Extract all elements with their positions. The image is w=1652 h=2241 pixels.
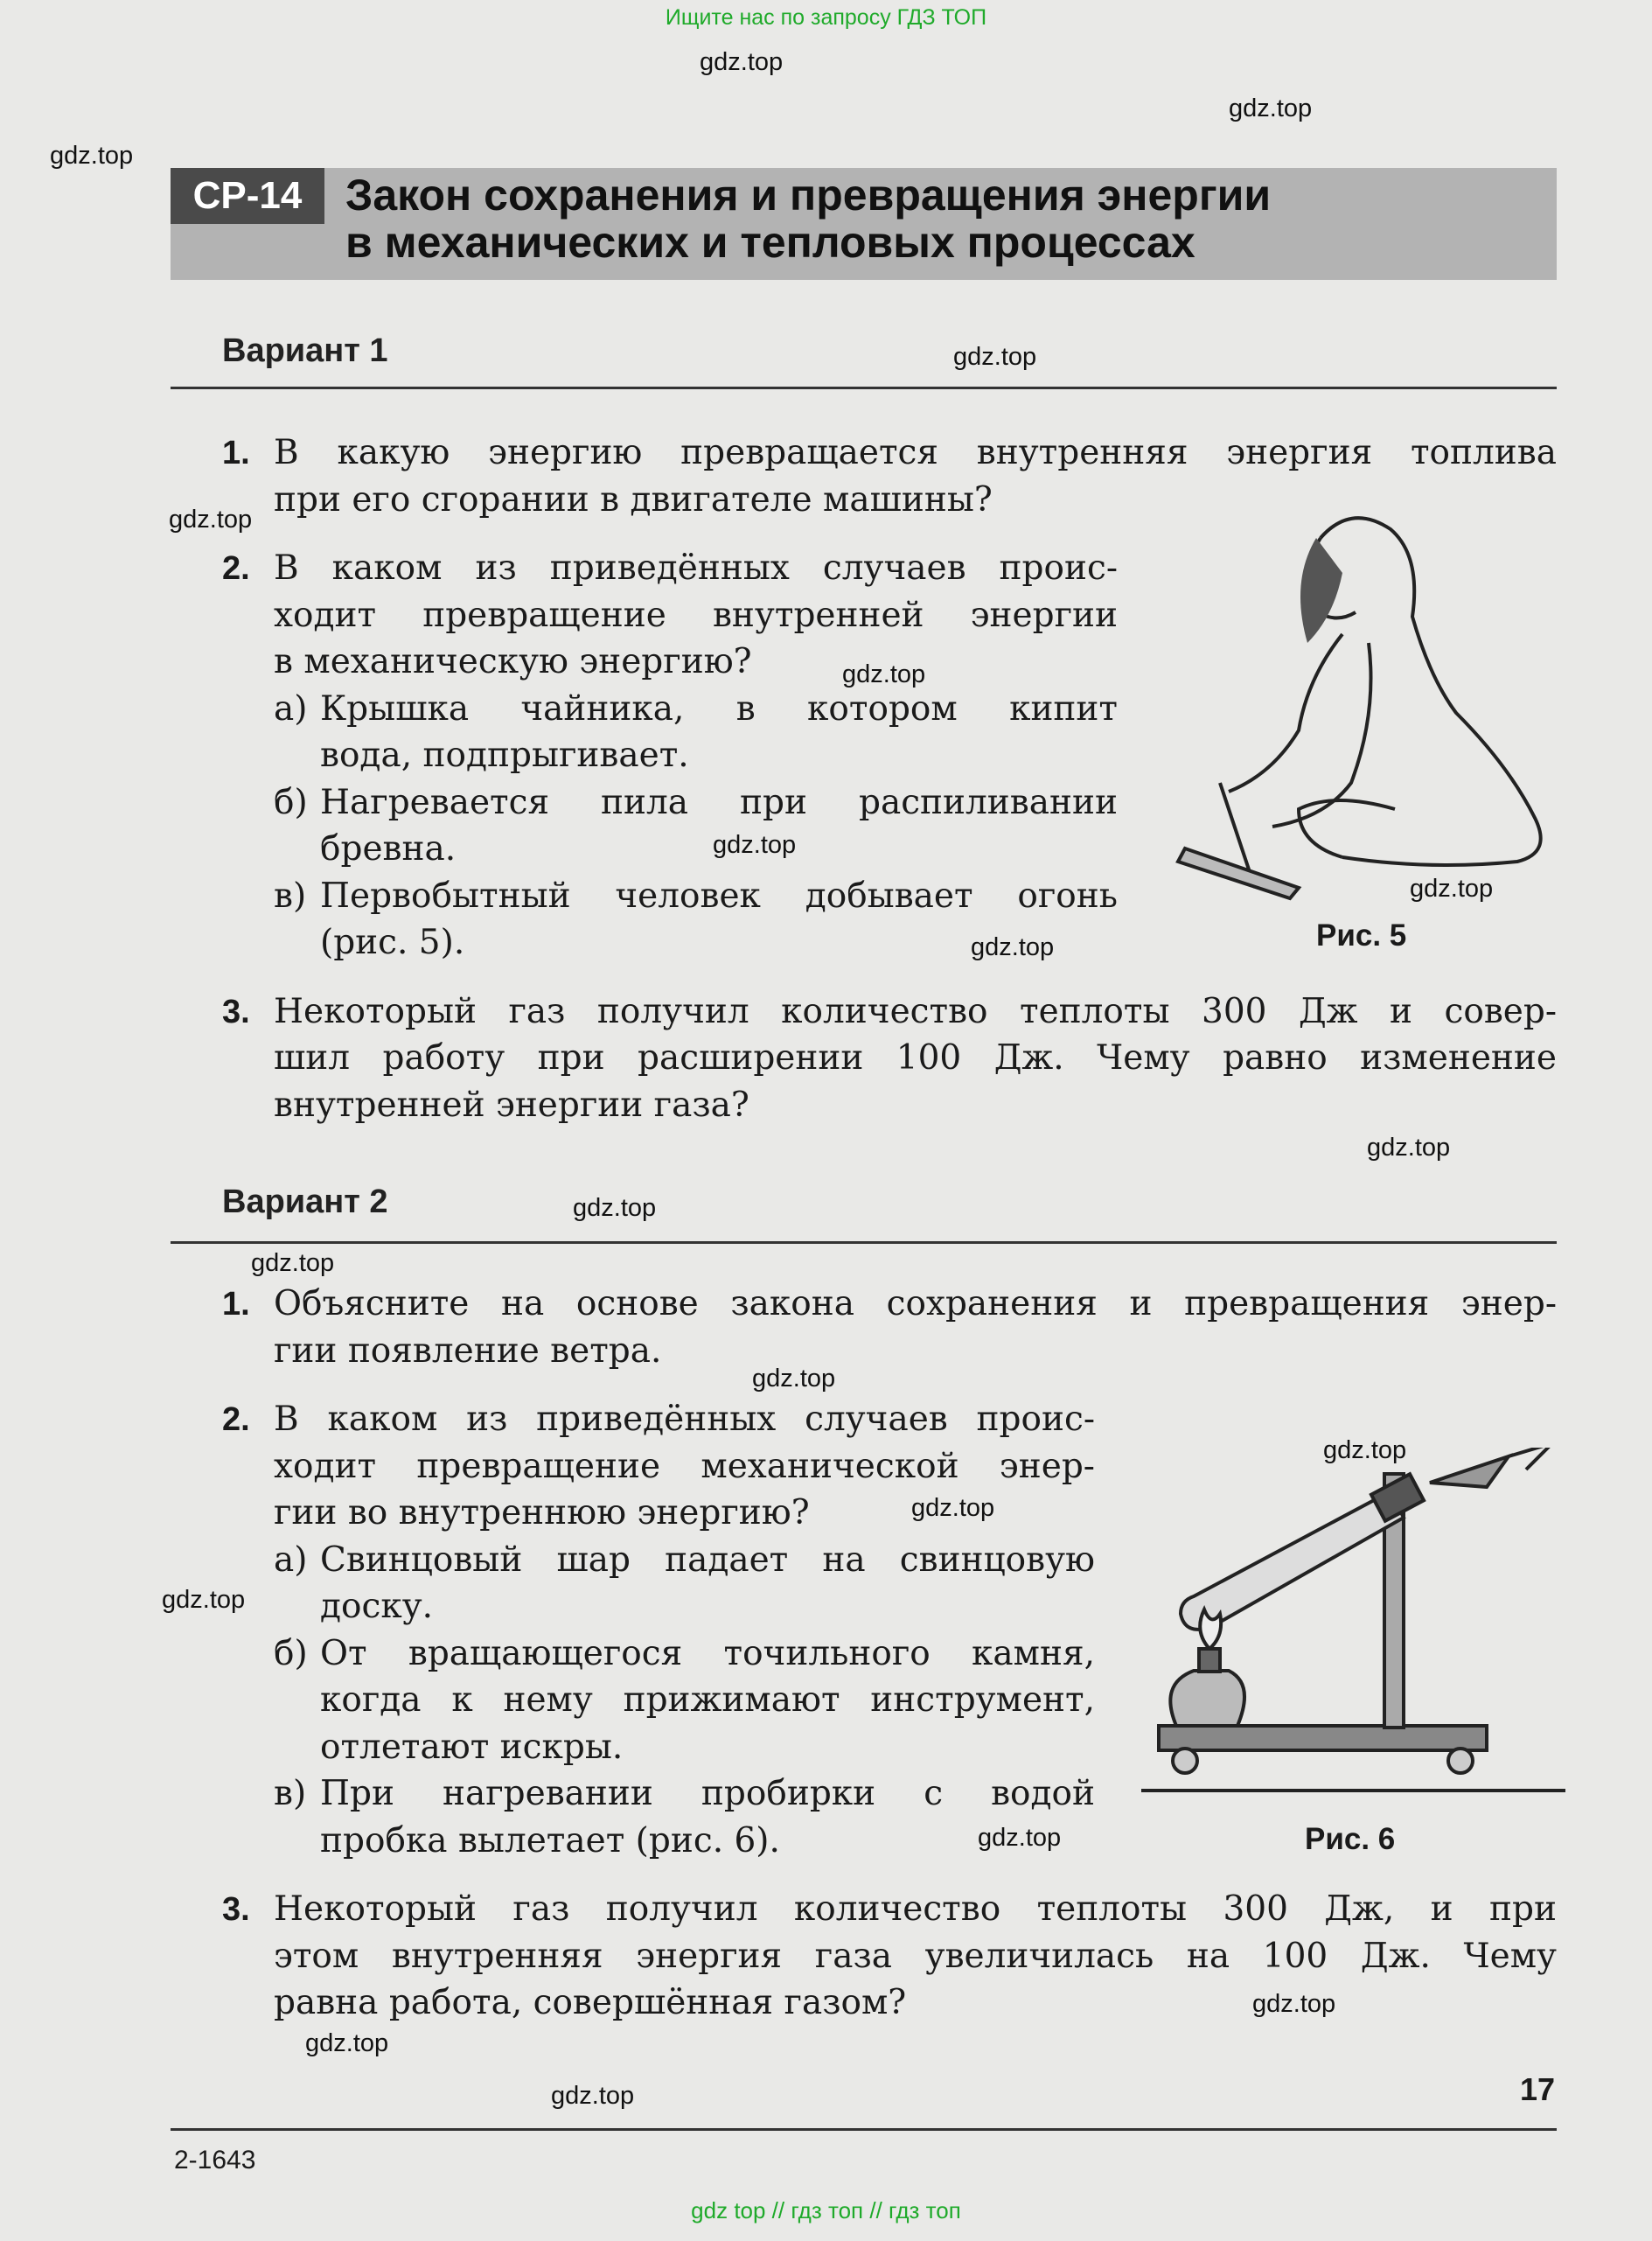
watermark: gdz.top [162, 1586, 246, 1614]
question-number: 1. [222, 1286, 250, 1323]
option-text-line: отлетают искры. [320, 1727, 624, 1767]
watermark: gdz.top [700, 48, 784, 76]
option-label: а) [274, 1539, 308, 1580]
section-title-line2: в механических и тепловых процессах [345, 218, 1195, 267]
option-text-line: доску. [320, 1587, 434, 1626]
question-text-line: в механическую энергию? [274, 642, 752, 681]
page-number: 17 [1520, 2071, 1556, 2107]
question-text-line: В какую энергию превращается внутренняя энергия топлива [274, 433, 1557, 472]
question-number: 3. [222, 1891, 250, 1928]
watermark: gdz.top [305, 2029, 389, 2057]
question-text-line: шил работу при расширении 100 Дж. Чему равно изменение [274, 1038, 1557, 1078]
figure-6-caption: Рис. 6 [1305, 1822, 1396, 1856]
section-title-line1: Закон сохранения и превращения энергии [345, 171, 1272, 220]
watermark: gdz.top [251, 1249, 335, 1277]
watermark: gdz.top [911, 1494, 995, 1522]
question-number: 1. [222, 435, 250, 471]
footer-divider [171, 2128, 1557, 2131]
option-text-line: Нагревается пила при распиливании [320, 782, 1118, 822]
option-label: в) [274, 876, 307, 916]
option-text-line: когда к нему прижимают инструмент, [320, 1680, 1095, 1720]
watermark: gdz.top [978, 1824, 1062, 1852]
option-label: в) [274, 1774, 307, 1813]
question-text-line: гии появление ветра. [274, 1330, 662, 1371]
question-text-line: В каком из приведённых случаев проис- [274, 548, 1118, 588]
question-text-line: Объясните на основе закона сохранения и превращения энер- [274, 1284, 1557, 1323]
section-code: СР-14 [171, 168, 324, 224]
watermark: gdz.top [842, 660, 926, 688]
question-text-line: Некоторый газ получил количество теплоты 300 Дж, и при [274, 1889, 1557, 1929]
option-text-line: При нагревании пробирки с водой [320, 1774, 1095, 1813]
section-title [345, 171, 1271, 266]
divider [171, 387, 1557, 389]
watermark: gdz.top [1367, 1134, 1451, 1162]
option-text-line: От вращающегося точильного камня, [320, 1633, 1095, 1673]
option-text-line: (рис. 5). [320, 923, 465, 962]
watermark: gdz.top [551, 2082, 635, 2110]
question-text-line: ходит превращение механической энер- [274, 1446, 1095, 1486]
option-text-line: пробка вылетает (рис. 6). [320, 1820, 780, 1861]
option-label: б) [274, 1633, 308, 1673]
figure-6-illustration [1141, 1448, 1565, 1798]
watermark: gdz.top [953, 343, 1037, 371]
question-text-line: Некоторый газ получил количество теплоты 300 Дж и совер- [274, 991, 1557, 1031]
question-number: 2. [222, 550, 250, 587]
watermark: gdz.top [971, 933, 1055, 961]
option-text-line: бревна. [320, 829, 457, 869]
figure-5-caption: Рис. 5 [1316, 918, 1407, 953]
watermark: gdz.top [169, 506, 253, 534]
figure-5-illustration [1168, 503, 1561, 914]
question-text-line: ходит превращение внутренней энергии [274, 595, 1118, 635]
watermark: gdz.top [1323, 1436, 1407, 1464]
question-text-line: при его сгорании в двигателе машины? [274, 479, 993, 520]
ad-banner[interactable]: Ищите нас по запросу ГДЗ ТОП [665, 5, 987, 30]
option-text-line: Первобытный человек добывает огонь [320, 876, 1118, 916]
watermark: gdz.top [50, 142, 134, 170]
question-number: 2. [222, 1401, 250, 1438]
divider [171, 1241, 1557, 1244]
option-text-line: Крышка чайника, в котором кипит [320, 688, 1118, 729]
question-text-line: этом внутренняя энергия газа увеличилась на 100 Дж. Чему [274, 1936, 1557, 1976]
option-text-line: Свинцовый шар падает на свинцовую [320, 1539, 1095, 1580]
option-label: а) [274, 688, 308, 729]
watermark: gdz.top [573, 1194, 657, 1222]
question-text-line: равна работа, совершённая газом? [274, 1983, 907, 2022]
watermark: gdz.top [1252, 1990, 1336, 2018]
watermark: gdz.top [1229, 94, 1313, 122]
watermark: gdz.top [1410, 875, 1494, 903]
option-label: б) [274, 782, 308, 822]
question-text-line: внутренней энергии газа? [274, 1085, 749, 1125]
question-text-line: гии во внутреннюю энергию? [274, 1493, 810, 1532]
watermark: gdz.top [713, 831, 797, 859]
variant2-title: Вариант 2 [222, 1183, 388, 1220]
question-text-line: В каком из приведённых случаев проис- [274, 1400, 1095, 1439]
option-text-line: вода, подпрыгивает. [320, 736, 689, 775]
watermark: gdz.top [752, 1365, 836, 1393]
print-code: 2-1643 [174, 2146, 256, 2175]
question-number: 3. [222, 993, 250, 1030]
bottom-links[interactable]: gdz top // гдз топ // гдз топ [691, 2197, 961, 2224]
variant1-title: Вариант 1 [222, 332, 388, 369]
